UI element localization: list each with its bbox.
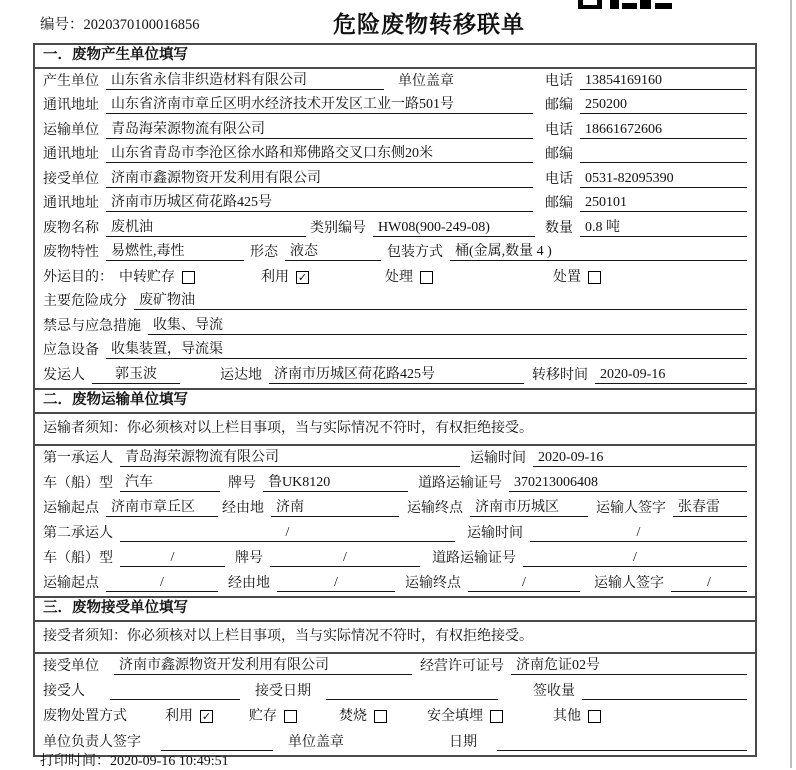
checkbox-purpose-treat xyxy=(420,271,433,284)
row-route2 xyxy=(35,571,755,596)
row-waste-name xyxy=(35,216,755,241)
document-number-value: 2020370100016856 xyxy=(83,17,200,33)
transporter-phone-label: 电话 xyxy=(545,122,573,138)
route2-via-value: / xyxy=(277,574,395,592)
row-vehicle1 xyxy=(35,471,755,496)
transporter-label: 运输单位 xyxy=(43,122,99,138)
route2-via-label: 经由地 xyxy=(228,575,270,591)
route1-sign-label: 运输人签字 xyxy=(596,500,666,516)
waste-traits-value: 易燃性,毒性 xyxy=(106,243,244,261)
section3-title: 三．废物接受单位填写 xyxy=(35,596,755,622)
waste-qty-label: 数量 xyxy=(545,220,573,236)
qr-code-fragment xyxy=(578,0,672,9)
transporter-zip-value xyxy=(580,146,747,163)
manifest-form xyxy=(33,43,757,757)
disposal-option-other-label: 其他 xyxy=(553,709,581,725)
checkbox-disposal-incinerate xyxy=(374,710,387,723)
checkbox-disposal-store xyxy=(284,710,297,723)
waste-name-value: 废机油 xyxy=(106,219,306,237)
carrier1-value: 青岛海荣源物流有限公司 xyxy=(120,449,460,467)
purpose-option-dispose-label: 处置 xyxy=(553,269,581,285)
checkbox-disposal-reuse: ✓ xyxy=(201,710,212,724)
qr-block-icon xyxy=(655,3,672,9)
shipper-value: 郭玉波 xyxy=(92,366,180,384)
transfer-time-label: 转移时间 xyxy=(532,367,588,383)
route1-via-label: 经由地 xyxy=(222,500,264,516)
route2-end-value: / xyxy=(468,574,580,592)
equipment-value: 收集装置，导流渠 xyxy=(106,341,747,359)
route2-sign-value: / xyxy=(671,574,747,592)
vehicle1-permit-value: 370213006408 xyxy=(509,474,747,492)
producer-stamp-label: 单位盖章 xyxy=(398,73,454,89)
print-time-label: 打印时间： xyxy=(40,754,110,769)
row-accept-person xyxy=(35,679,755,704)
waste-pack-value: 桶(金属,数量 4 ) xyxy=(450,243,747,261)
purpose-option-storage xyxy=(119,269,195,286)
shipper-label: 发运人 xyxy=(43,367,85,383)
vehicle1-permit-label: 道路运输证号 xyxy=(418,475,502,491)
receiver-value: 济南市鑫源物资开发利用有限公司 xyxy=(106,170,533,188)
vehicle2-plate-label: 牌号 xyxy=(235,550,263,566)
sign-date-value xyxy=(497,734,747,751)
vehicle2-type-label: 车（船）型 xyxy=(43,550,113,566)
carrier2-value: / xyxy=(120,524,455,542)
page-title: 危险废物转移联单 xyxy=(333,12,525,37)
disposal-option-store xyxy=(249,708,297,725)
row-producer xyxy=(35,69,755,94)
hazard-value: 废矿物油 xyxy=(134,292,747,310)
receiver-address-value: 济南市历城区荷花路425号 xyxy=(106,194,533,212)
waste-code-label: 类别编号 xyxy=(310,220,366,236)
vehicle1-type-value: 汽车 xyxy=(120,474,220,492)
accept-person-label: 接受人 xyxy=(43,684,85,700)
purpose-option-dispose xyxy=(553,269,601,286)
disposal-option-incinerate-label: 焚烧 xyxy=(339,709,367,725)
disposal-option-store-label: 贮存 xyxy=(249,709,277,725)
purpose-option-storage-label: 中转贮存 xyxy=(119,269,175,285)
carrier2-time-label: 运输时间 xyxy=(467,525,523,541)
transporter-address-value: 山东省青岛市李沧区徐水路和郑佛路交叉口东侧20米 xyxy=(106,145,533,163)
checkbox-disposal-landfill xyxy=(490,710,503,723)
row-vehicle2 xyxy=(35,546,755,571)
purpose-option-reuse-label: 利用 xyxy=(261,269,289,285)
license-value: 济南危证02号 xyxy=(511,657,747,675)
row-carrier1 xyxy=(35,446,755,471)
carrier1-time-label: 运输时间 xyxy=(470,450,526,466)
waste-traits-label: 废物特性 xyxy=(43,245,99,260)
section2-notice: 运输者须知：你必须核对以上栏目事项，当与实际情况不符时，有权拒绝接受。 xyxy=(35,414,755,446)
vehicle2-permit-label: 道路运输证号 xyxy=(432,550,516,566)
route1-start-value: 济南市章丘区 xyxy=(106,499,218,517)
row-transporter-address xyxy=(35,143,755,168)
row-receiver xyxy=(35,167,755,192)
section1-title: 一．废物产生单位填写 xyxy=(35,45,755,69)
qr-block-icon xyxy=(622,3,637,9)
transfer-time-value: 2020-09-16 xyxy=(595,366,747,384)
section2-title: 二．废物运输单位填写 xyxy=(35,388,755,414)
document-number xyxy=(40,13,200,34)
equipment-label: 应急设备 xyxy=(43,343,99,358)
vehicle1-plate-label: 牌号 xyxy=(228,475,256,491)
route2-end-label: 运输终点 xyxy=(405,575,461,591)
receiver-phone-label: 电话 xyxy=(545,171,573,187)
responsible-sign-label: 单位负责人签字 xyxy=(43,734,141,750)
vehicle2-type-value: / xyxy=(120,549,225,567)
receiver-label: 接受单位 xyxy=(43,171,99,187)
carrier1-label: 第一承运人 xyxy=(43,450,113,466)
signed-qty-label: 签收量 xyxy=(533,684,575,700)
route2-sign-label: 运输人签字 xyxy=(594,575,664,591)
print-time-value: 2020-09-16 10:49:51 xyxy=(110,754,229,769)
waste-form-value: 液态 xyxy=(285,243,381,261)
transporter-address-label: 通讯地址 xyxy=(43,147,99,162)
checkbox-disposal-other xyxy=(588,710,601,723)
waste-pack-label: 包装方式 xyxy=(387,245,443,260)
sign-date-label: 日期 xyxy=(449,734,477,750)
accept-unit-label: 接受单位 xyxy=(43,658,99,674)
row-accept-unit xyxy=(35,654,755,679)
producer-phone-label: 电话 xyxy=(545,73,573,89)
receiver-phone-value: 0531-82095390 xyxy=(580,170,747,188)
carrier2-time-value: / xyxy=(530,524,747,542)
disposal-option-other xyxy=(553,708,601,725)
producer-zip-value: 250200 xyxy=(580,96,747,114)
document-number-label: 编号： xyxy=(40,17,84,33)
section3-notice: 接受者须知：你必须核对以上栏目事项，当与实际情况不符时，有权拒绝接受。 xyxy=(35,622,755,654)
destination-label: 运达地 xyxy=(220,367,262,383)
vehicle1-type-label: 车（船）型 xyxy=(43,475,113,491)
hazard-label: 主要危险成分 xyxy=(43,294,127,309)
producer-value: 山东省永信非织造材料有限公司 xyxy=(106,72,384,90)
receiver-address-label: 通讯地址 xyxy=(43,196,99,211)
carrier2-label: 第二承运人 xyxy=(43,525,113,541)
checkbox-purpose-dispose xyxy=(588,271,601,284)
waste-form-label: 形态 xyxy=(250,245,278,260)
responsible-sign-value xyxy=(161,734,273,751)
transporter-phone-value: 18661672606 xyxy=(580,121,747,139)
route1-start-label: 运输起点 xyxy=(43,500,99,516)
row-emergency-equipment xyxy=(35,339,755,364)
accept-date-label: 接受日期 xyxy=(255,684,311,700)
purpose-option-treat-label: 处理 xyxy=(385,269,413,285)
checkbox-purpose-storage xyxy=(182,271,195,284)
disposal-option-reuse-label: 利用 xyxy=(165,709,193,725)
row-carrier2 xyxy=(35,521,755,546)
carrier1-time-value: 2020-09-16 xyxy=(533,449,747,467)
row-route1 xyxy=(35,496,755,521)
page-edge-line xyxy=(790,0,792,768)
vehicle2-permit-value: / xyxy=(523,549,747,567)
route1-end-value: 济南市历城区 xyxy=(470,499,588,517)
row-disposal-method xyxy=(35,704,755,729)
purpose-option-treat xyxy=(385,269,433,286)
vehicle2-plate-value: / xyxy=(270,549,420,567)
route1-via-value: 济南 xyxy=(271,499,399,517)
row-waste-traits xyxy=(35,241,755,266)
waste-code-value: HW08(900-249-08) xyxy=(373,219,535,237)
row-receiver-address xyxy=(35,192,755,217)
vehicle1-plate-value: 鲁UK8120 xyxy=(263,474,408,492)
row-emergency-measures xyxy=(35,314,755,339)
disposal-option-reuse xyxy=(165,708,213,725)
disposal-option-landfill-label: 安全填埋 xyxy=(427,709,483,725)
print-time xyxy=(40,750,229,770)
producer-label: 产生单位 xyxy=(43,73,99,89)
row-transporter xyxy=(35,118,755,143)
route1-sign-value: 张春雷 xyxy=(673,499,747,517)
license-label: 经营许可证号 xyxy=(420,658,504,674)
qr-finder-icon xyxy=(578,0,602,9)
row-producer-address xyxy=(35,94,755,119)
row-transfer-purpose xyxy=(35,265,755,290)
waste-qty-value: 0.8 吨 xyxy=(580,219,747,237)
emergency-value: 收集、导流 xyxy=(148,317,747,335)
route2-start-label: 运输起点 xyxy=(43,575,99,591)
disposal-label: 废物处置方式 xyxy=(43,709,127,725)
signed-qty-value xyxy=(582,683,747,700)
waste-name-label: 废物名称 xyxy=(43,220,99,236)
receiver-zip-value: 250101 xyxy=(580,194,747,212)
purpose-label: 外运目的： xyxy=(43,269,113,285)
producer-phone-value: 13854169160 xyxy=(580,72,747,90)
disposal-option-incinerate xyxy=(339,708,387,725)
row-hazard-components xyxy=(35,290,755,315)
accept-unit-value: 济南市鑫源物资开发利用有限公司 xyxy=(114,657,412,675)
route1-end-label: 运输终点 xyxy=(407,500,463,516)
disposal-option-landfill xyxy=(427,708,503,725)
transporter-zip-label: 邮编 xyxy=(545,147,573,162)
purpose-option-reuse xyxy=(261,269,309,286)
receiver-zip-label: 邮编 xyxy=(545,196,573,211)
producer-address-label: 通讯地址 xyxy=(43,98,99,113)
accept-date-value xyxy=(326,683,498,700)
row-shipper xyxy=(35,363,755,388)
emergency-label: 禁忌与应急措施 xyxy=(43,318,141,334)
transporter-value: 青岛海荣源物流有限公司 xyxy=(106,121,533,139)
producer-address-value: 山东省济南市章丘区明水经济技术开发区工业一路501号 xyxy=(106,96,533,114)
qr-block-icon xyxy=(640,0,651,9)
accept-person-value xyxy=(110,683,240,700)
unit-stamp-label: 单位盖章 xyxy=(288,734,344,750)
producer-zip-label: 邮编 xyxy=(545,98,573,113)
checkbox-purpose-reuse: ✓ xyxy=(297,270,308,284)
qr-block-icon xyxy=(610,0,619,9)
destination-value: 济南市历城区荷花路425号 xyxy=(269,366,524,384)
route2-start-value: / xyxy=(106,574,218,592)
